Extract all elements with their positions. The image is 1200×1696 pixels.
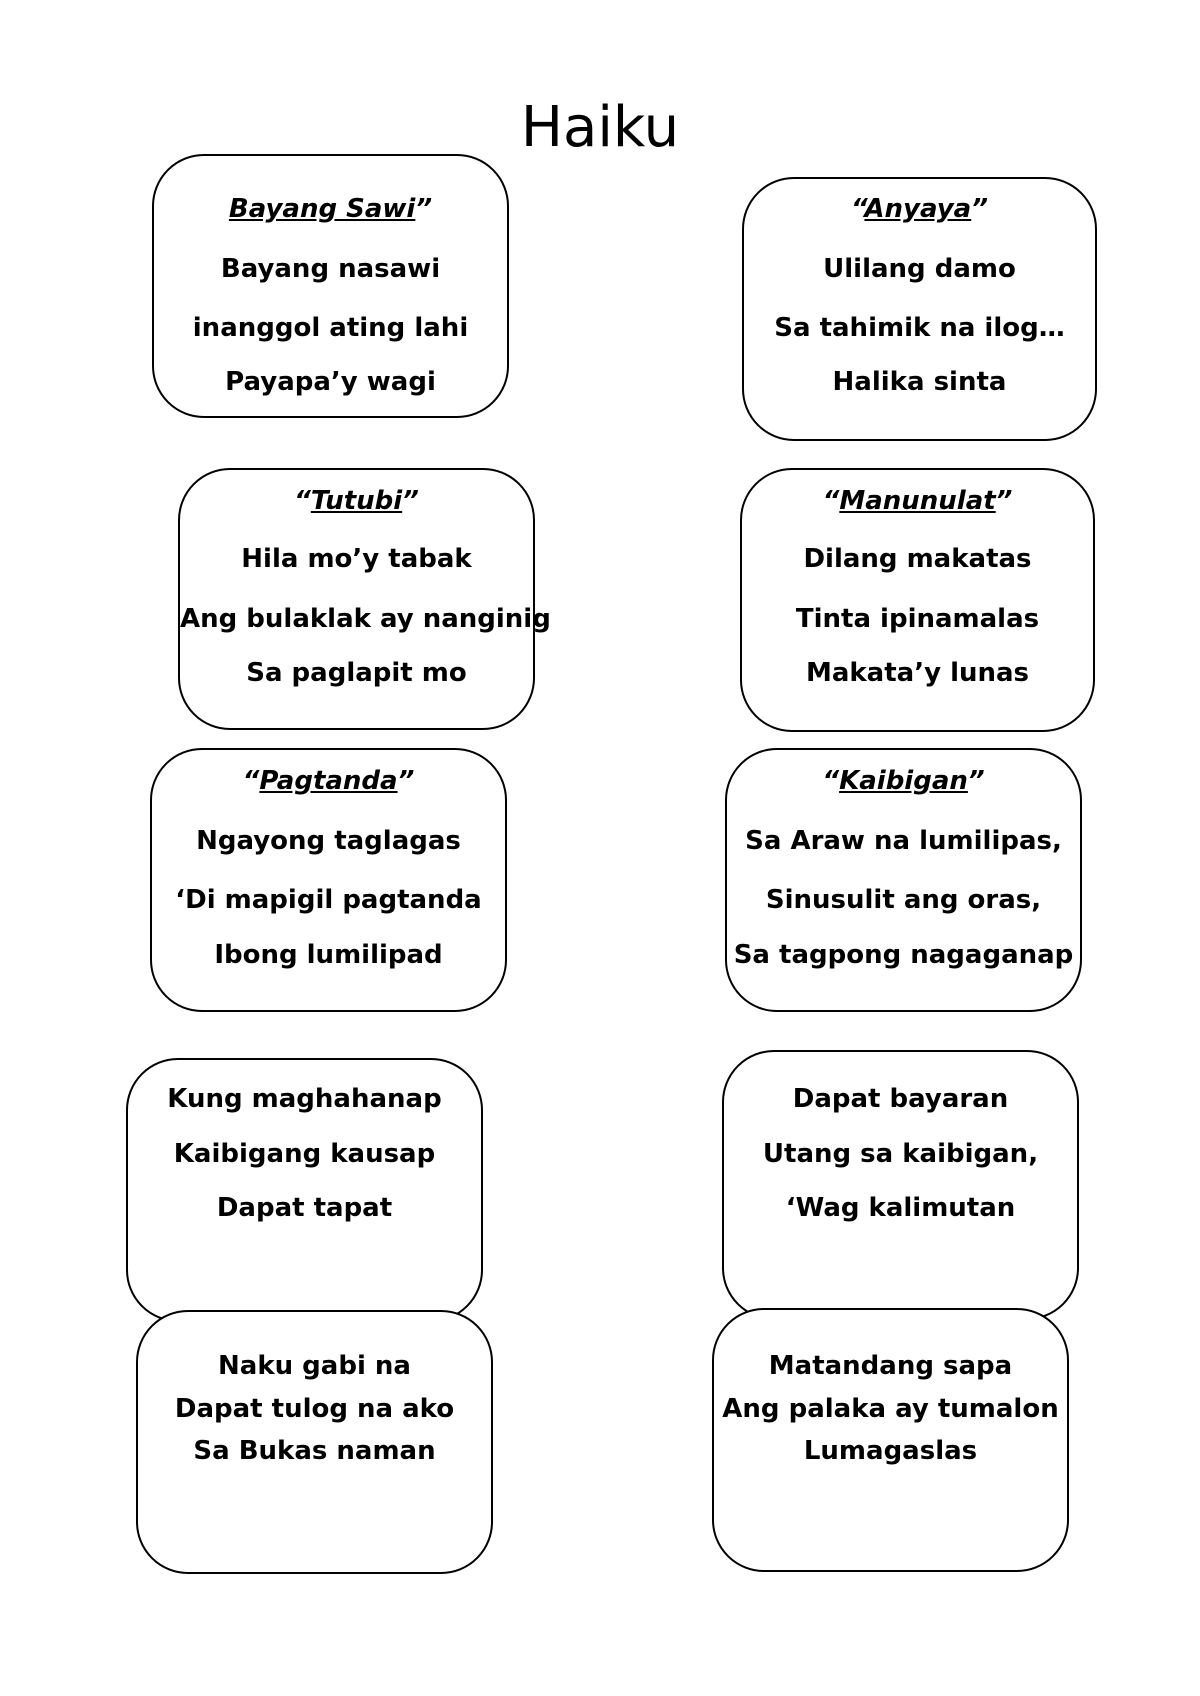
- closing-quote: ”: [415, 194, 433, 224]
- haiku-line-2: Ang palaka ay tumalon: [722, 1394, 1059, 1424]
- haiku-line-3: Payapa’y wagi: [225, 367, 436, 397]
- haiku-line-2: Utang sa kaibigan,: [762, 1139, 1039, 1169]
- haiku-line-3: Lumagaslas: [803, 1436, 978, 1466]
- haiku-title: [154, 192, 507, 226]
- haiku-title-text: Kaibigan: [839, 766, 968, 796]
- haiku-card: [722, 1050, 1079, 1320]
- haiku-line-2: Ang bulaklak ay nanginig: [180, 604, 551, 634]
- haiku-title-text: Bayang Sawi: [228, 194, 416, 224]
- haiku-line-2: Tinta ipinamalas: [795, 604, 1040, 634]
- opening-quote: “: [822, 766, 840, 796]
- closing-quote: ”: [971, 194, 988, 224]
- haiku-line-3: Ibong lumilipad: [214, 940, 443, 970]
- haiku-line-2: Dapat tulog na ako: [174, 1394, 455, 1424]
- haiku-line-3: Dapat tapat: [216, 1193, 393, 1223]
- haiku-line-2: ‘Di mapigil pagtanda: [175, 885, 482, 915]
- haiku-card-kaibigan: [725, 748, 1082, 1012]
- haiku-title: [152, 764, 505, 798]
- closing-quote: ”: [995, 486, 1013, 516]
- haiku-line-2: Kaibigang kausap: [173, 1139, 436, 1169]
- closing-quote: ”: [397, 766, 415, 796]
- haiku-title-text: Manunulat: [839, 486, 996, 516]
- closing-quote: ”: [967, 766, 985, 796]
- haiku-line-1: Naku gabi na: [218, 1351, 411, 1381]
- haiku-line-2: inanggol ating lahi: [192, 313, 469, 343]
- haiku-line-1: Ngayong taglagas: [196, 826, 461, 856]
- haiku-card-bayang-sawi: [152, 154, 509, 418]
- opening-quote: “: [822, 486, 840, 516]
- haiku-line-1: Dapat bayaran: [792, 1084, 1009, 1114]
- haiku-line-3: Sa paglapit mo: [246, 658, 467, 688]
- haiku-line-3: ‘Wag kalimutan: [785, 1193, 1016, 1223]
- haiku-line-3: Sa Bukas naman: [193, 1436, 436, 1466]
- haiku-line-1: Matandang sapa: [768, 1351, 1013, 1381]
- haiku-card-tutubi: [178, 468, 551, 730]
- haiku-card-anyaya: [742, 177, 1097, 441]
- haiku-line-1: Kung maghahanap: [167, 1084, 442, 1114]
- haiku-title-text: Tutubi: [310, 486, 403, 516]
- haiku-line-3: Makata’y lunas: [805, 658, 1030, 688]
- haiku-title-text: Pagtanda: [259, 766, 398, 796]
- haiku-line-3: Halika sinta: [832, 367, 1007, 397]
- haiku-line-2: Sinusulit ang oras,: [765, 885, 1042, 915]
- haiku-card-manunulat: [740, 468, 1095, 732]
- opening-quote: “: [294, 486, 311, 516]
- closing-quote: ”: [402, 486, 419, 516]
- haiku-card-pagtanda: [150, 748, 507, 1012]
- haiku-title-text: Anyaya: [864, 194, 972, 224]
- haiku-title: [742, 484, 1093, 518]
- haiku-line-2: Sa tahimik na ilog…: [774, 313, 1065, 343]
- haiku-title: [744, 192, 1095, 226]
- haiku-card: [712, 1308, 1069, 1572]
- haiku-line-1: Bayang nasawi: [220, 254, 441, 284]
- haiku-line-1: Hila mo’y tabak: [241, 544, 472, 574]
- haiku-title: [727, 764, 1080, 798]
- haiku-line-1: Ulilang damo: [823, 254, 1016, 284]
- haiku-title: [180, 484, 533, 518]
- haiku-line-1: Dilang makatas: [803, 544, 1032, 574]
- haiku-card: [136, 1310, 493, 1574]
- haiku-card: [126, 1058, 483, 1322]
- page-title: Haiku: [520, 95, 680, 160]
- opening-quote: “: [851, 194, 865, 224]
- haiku-line-1: Sa Araw na lumilipas,: [745, 826, 1062, 856]
- opening-quote: “: [242, 766, 260, 796]
- haiku-line-3: Sa tagpong nagaganap: [733, 940, 1074, 970]
